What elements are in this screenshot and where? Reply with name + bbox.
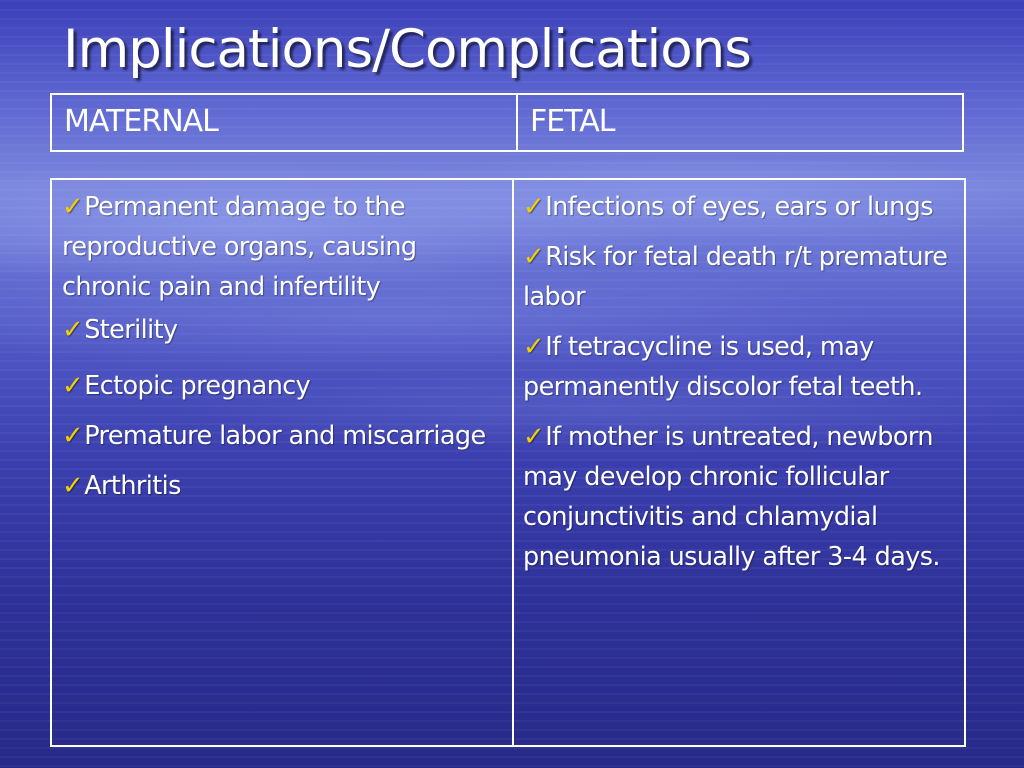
list-item: ✓Risk for fetal death r/t premature labor [523,242,948,312]
maternal-column [52,180,514,745]
list-item: ✓Infections of eyes, ears or lungs [523,192,933,222]
header-table [50,93,964,152]
slide-title: Implications/Complications [63,19,751,80]
content-table [50,178,966,747]
header-fetal: FETAL [530,104,615,139]
list-item: ✓If tetracycline is used, may permanently discolor fetal teeth. [523,332,923,402]
checkmark-icon: ✓ [62,315,84,345]
checkmark-icon: ✓ [62,421,84,451]
list-item: ✓If mother is untreated, newborn may develop chronic follicular conjunctivitis and chlamydial pneumonia usually after 3-4 days. [523,422,940,572]
checkmark-icon: ✓ [523,332,545,362]
list-item: ✓Permanent damage to the reproductive organs, causing chronic pain and infertility [62,192,417,302]
checkmark-icon: ✓ [523,192,545,222]
list-item: ✓Sterility [62,315,178,345]
fetal-column [514,180,964,745]
list-item: ✓Ectopic pregnancy [62,371,311,401]
checkmark-icon: ✓ [523,242,545,272]
checkmark-icon: ✓ [523,422,545,452]
list-item: ✓Premature labor and miscarriage [62,421,486,451]
checkmark-icon: ✓ [62,192,84,222]
checkmark-icon: ✓ [62,371,84,401]
header-maternal: MATERNAL [52,95,518,150]
checkmark-icon: ✓ [62,471,84,501]
list-item: ✓Arthritis [62,471,181,501]
